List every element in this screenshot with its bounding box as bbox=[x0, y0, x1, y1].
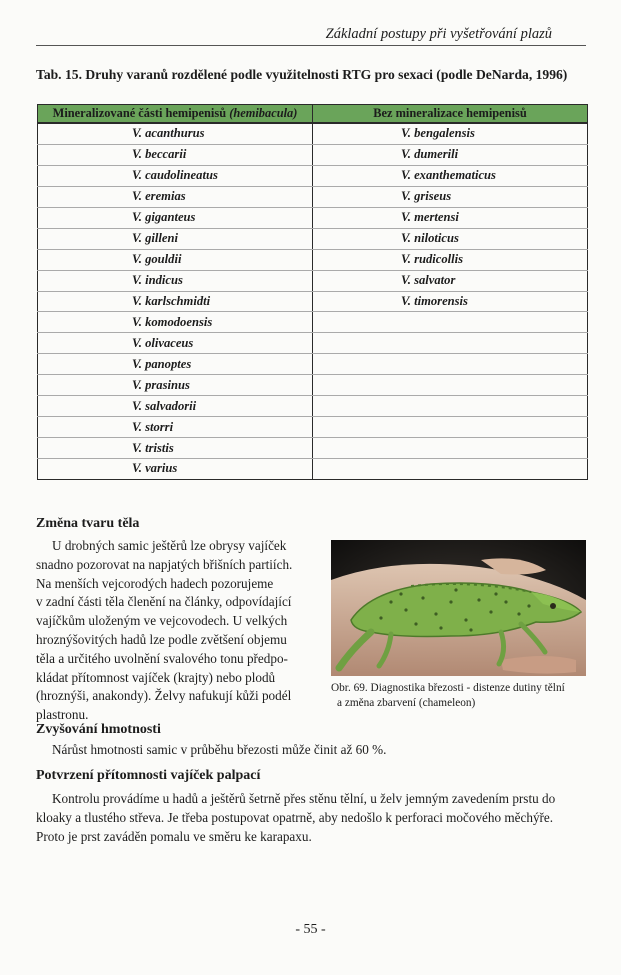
cell-non-mineralized-species bbox=[313, 270, 588, 291]
col-header-mineralized-text: Mineralizované části hemipenisů bbox=[52, 106, 227, 120]
species-name bbox=[313, 315, 401, 329]
varanus-species-table bbox=[37, 104, 588, 480]
cell-mineralized-species bbox=[38, 312, 313, 333]
species-name: V. indicus bbox=[132, 273, 183, 288]
text-line: těla a určitého uvolnění svalového tonu předpo- bbox=[36, 650, 288, 666]
table-row bbox=[38, 354, 588, 375]
cell-mineralized-species bbox=[38, 375, 313, 396]
cell-mineralized-species bbox=[38, 123, 313, 144]
species-name: V. panoptes bbox=[132, 356, 192, 371]
species-name: V. niloticus bbox=[401, 231, 459, 246]
table-row bbox=[38, 123, 588, 144]
table-row bbox=[38, 270, 588, 291]
cell-non-mineralized-species bbox=[313, 459, 588, 480]
text-line: v zadní části těla členění na články, odpovídající bbox=[36, 594, 292, 610]
figure-caption bbox=[331, 681, 591, 711]
text-line: plastronu. bbox=[36, 707, 89, 723]
table-body bbox=[38, 123, 588, 479]
cell-non-mineralized-species bbox=[313, 186, 588, 207]
cell-mineralized-species bbox=[38, 291, 313, 312]
cell-mineralized-species bbox=[38, 144, 313, 165]
table-row bbox=[38, 291, 588, 312]
cell-non-mineralized-species bbox=[313, 228, 588, 249]
species-name: V. prasinus bbox=[132, 377, 190, 392]
species-name bbox=[313, 399, 401, 413]
species-name: V. tristis bbox=[132, 440, 174, 455]
species-name: V. rudicollis bbox=[401, 252, 464, 267]
cell-non-mineralized-species bbox=[313, 144, 588, 165]
table-row bbox=[38, 228, 588, 249]
table-row bbox=[38, 438, 588, 459]
species-name bbox=[313, 420, 401, 434]
table-row bbox=[38, 207, 588, 228]
cell-non-mineralized-species bbox=[313, 207, 588, 228]
species-name: V. eremias bbox=[132, 189, 186, 204]
cell-mineralized-species bbox=[38, 165, 313, 186]
species-name bbox=[313, 357, 401, 371]
species-name: V. komodoensis bbox=[132, 314, 213, 329]
cell-non-mineralized-species bbox=[313, 165, 588, 186]
table-row bbox=[38, 417, 588, 438]
table-row bbox=[38, 396, 588, 417]
species-name: V. olivaceus bbox=[132, 335, 194, 350]
species-name: V. salvator bbox=[401, 273, 456, 288]
species-name: V. karlschmidti bbox=[132, 293, 211, 308]
cell-non-mineralized-species bbox=[313, 333, 588, 354]
table-row bbox=[38, 249, 588, 270]
cell-mineralized-species bbox=[38, 459, 313, 480]
text-line: kloaky a tlustého střeva. Je třeba postupovat opatrně, aby nedošlo k perforaci močového měchýře. bbox=[36, 809, 554, 825]
col-header-mineralized bbox=[38, 105, 313, 124]
page-number: - 55 - bbox=[295, 922, 326, 937]
weight-paragraph: Nárůst hmotnosti samic v průběhu březosti může činit až 60 %. bbox=[52, 742, 387, 757]
species-name: V. giganteus bbox=[132, 210, 196, 225]
col-header-mineralized-italic: (hemibacula) bbox=[229, 106, 298, 120]
species-name: V. storri bbox=[132, 419, 174, 434]
cell-non-mineralized-species bbox=[313, 417, 588, 438]
species-name bbox=[313, 336, 401, 350]
text-line: (hroznýši, anakondy). Želvy nafukují kůži podél bbox=[36, 688, 292, 704]
table-row bbox=[38, 375, 588, 396]
table-caption: Tab. 15. Druhy varanů rozdělené podle využitelnosti RTG pro sexaci (podle DeNarda, 1996) bbox=[36, 67, 568, 82]
cell-mineralized-species bbox=[38, 249, 313, 270]
species-name: V. griseus bbox=[401, 189, 452, 204]
text-line: hroznýšovitých hadů lze podle zvětšení objemu bbox=[36, 631, 287, 647]
cell-mineralized-species bbox=[38, 438, 313, 459]
species-name bbox=[313, 461, 401, 475]
species-name: V. beccarii bbox=[132, 147, 187, 162]
species-name bbox=[313, 378, 401, 392]
cell-non-mineralized-species bbox=[313, 123, 588, 144]
species-name: V. timorensis bbox=[401, 293, 468, 308]
species-name: V. mertensi bbox=[401, 210, 459, 225]
text-line: Na menších vejcorodých hadech pozorujeme bbox=[36, 575, 274, 591]
palpation-paragraph bbox=[36, 790, 592, 846]
cell-non-mineralized-species bbox=[313, 291, 588, 312]
text-line: U drobných samic ještěrů lze obrysy vajíček bbox=[52, 538, 287, 553]
species-name: V. gouldii bbox=[132, 252, 182, 267]
cell-non-mineralized-species bbox=[313, 375, 588, 396]
table-row bbox=[38, 144, 588, 165]
species-name: V. salvadorii bbox=[132, 398, 197, 413]
cell-mineralized-species bbox=[38, 228, 313, 249]
section-heading-palpation: Potvrzení přítomnosti vajíček palpací bbox=[36, 768, 261, 783]
text-line: Proto je prst zaváděn pomalu ve směru ke karapaxu. bbox=[36, 828, 312, 844]
cell-mineralized-species bbox=[38, 333, 313, 354]
text-line: Kontrolu provádíme u hadů a ještěrů šetrně přes stěnu tělní, u želv jemným zavedením prstu do bbox=[52, 791, 556, 806]
section-heading-weight: Zvyšování hmotnosti bbox=[36, 722, 161, 737]
species-name: V. exanthematicus bbox=[401, 168, 496, 183]
table-row bbox=[38, 186, 588, 207]
chameleon-illustration bbox=[331, 540, 586, 676]
table-row bbox=[38, 459, 588, 480]
cell-non-mineralized-species bbox=[313, 438, 588, 459]
cell-non-mineralized-species bbox=[313, 396, 588, 417]
table-row bbox=[38, 312, 588, 333]
cell-non-mineralized-species bbox=[313, 249, 588, 270]
species-name: V. dumerili bbox=[401, 147, 459, 162]
header-rule bbox=[36, 45, 586, 46]
table-header-row bbox=[38, 105, 588, 124]
table-row bbox=[38, 333, 588, 354]
cell-mineralized-species bbox=[38, 270, 313, 291]
species-name bbox=[313, 441, 401, 455]
species-name: V. bengalensis bbox=[401, 126, 475, 141]
cell-mineralized-species bbox=[38, 186, 313, 207]
species-name: V. varius bbox=[132, 461, 178, 476]
species-name: V. gilleni bbox=[132, 231, 178, 246]
running-title: Základní postupy při vyšetřování plazů bbox=[320, 26, 556, 43]
text-line: snadno pozorovat na napjatých břišních partiích. bbox=[36, 556, 293, 572]
cell-non-mineralized-species bbox=[313, 312, 588, 333]
figure-caption-line: a změna zbarvení (chameleon) bbox=[337, 697, 476, 709]
table-row bbox=[38, 165, 588, 186]
cell-mineralized-species bbox=[38, 396, 313, 417]
cell-non-mineralized-species bbox=[313, 354, 588, 375]
cell-mineralized-species bbox=[38, 417, 313, 438]
cell-mineralized-species bbox=[38, 207, 313, 228]
running-header bbox=[36, 24, 586, 48]
body-shape-paragraph bbox=[36, 537, 316, 725]
col-header-no-mineralization: Bez mineralizace hemipenisů bbox=[313, 105, 588, 124]
section-heading-body-shape: Změna tvaru těla bbox=[36, 516, 140, 531]
species-name: V. acanthurus bbox=[132, 126, 205, 141]
species-name: V. caudolineatus bbox=[132, 168, 218, 183]
cell-mineralized-species bbox=[38, 354, 313, 375]
figure-caption-line: Obr. 69. Diagnostika březosti - distenze dutiny tělní bbox=[331, 682, 565, 694]
text-line: vajíčkům uloženým ve vejcovodech. U velkých bbox=[36, 613, 288, 629]
text-line: kládat přítomnost vajíček (krajty) nebo plodů bbox=[36, 669, 276, 685]
chameleon-photo bbox=[331, 540, 586, 676]
